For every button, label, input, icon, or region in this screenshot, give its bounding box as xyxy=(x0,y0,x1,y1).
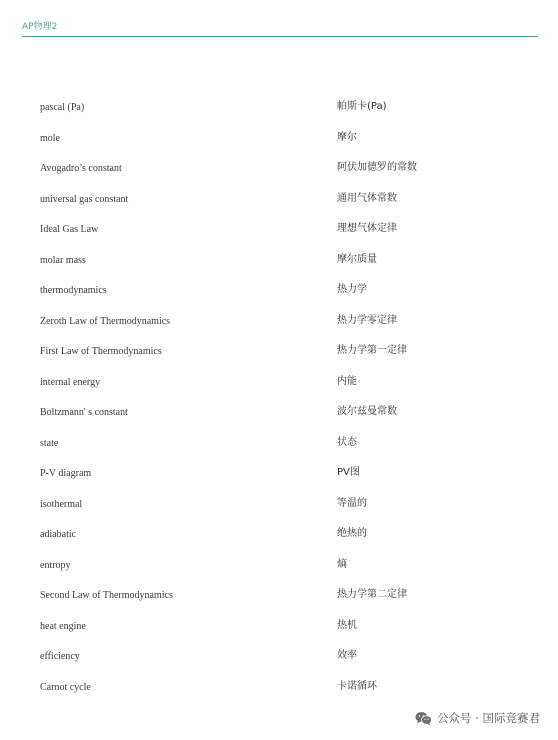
glossary-row xyxy=(0,463,558,494)
glossary-row xyxy=(0,616,558,647)
glossary-term: mole xyxy=(40,132,60,144)
glossary-row xyxy=(0,494,558,525)
wechat-icon xyxy=(415,711,432,726)
glossary-term: internal energy xyxy=(40,376,101,388)
glossary-translation: 绝热的 xyxy=(337,528,367,539)
glossary-translation: 通用气体常数 xyxy=(337,192,397,204)
glossary-term: efficiency xyxy=(40,651,80,662)
glossary-term: isothermal xyxy=(40,498,83,510)
glossary-term: Zeroth Law of Thermodynamics xyxy=(40,315,171,327)
glossary-translation: 波尔兹曼常数 xyxy=(337,406,397,417)
glossary-translation: 热力学零定律 xyxy=(337,314,397,326)
glossary-row xyxy=(0,402,558,433)
glossary-row xyxy=(0,219,558,250)
glossary-translation: 内能 xyxy=(337,375,357,387)
glossary-list xyxy=(0,97,558,707)
glossary-row xyxy=(0,158,558,189)
header-title: AP物理2 xyxy=(22,22,58,32)
glossary-row xyxy=(0,372,558,403)
glossary-row xyxy=(0,646,558,677)
glossary-translation: 理想气体定律 xyxy=(337,223,397,234)
glossary-term: pascal (Pa) xyxy=(40,102,85,113)
glossary-translation: 摩尔 xyxy=(337,131,357,143)
glossary-translation: 热力学 xyxy=(337,284,367,295)
glossary-term: entropy xyxy=(40,559,71,571)
glossary-term: state xyxy=(40,437,59,449)
glossary-term: universal gas constant xyxy=(40,193,129,205)
glossary-term: thermodynamics xyxy=(40,285,107,296)
glossary-row xyxy=(0,128,558,159)
glossary-translation: 热力学第二定律 xyxy=(337,589,407,600)
glossary-term: Boltzmann' s constant xyxy=(40,407,128,418)
glossary-translation: 等温的 xyxy=(337,497,367,509)
glossary-term: Carnot cycle xyxy=(40,681,91,693)
glossary-term: heat engine xyxy=(40,620,86,632)
glossary-term: Second Law of Thermodynamics xyxy=(40,590,173,601)
watermark-text: 公众号 · 国际竞赛君 xyxy=(437,711,540,725)
glossary-row xyxy=(0,311,558,342)
watermark xyxy=(415,710,540,726)
glossary-term: molar mass xyxy=(40,254,86,266)
glossary-translation: 卡诺循环 xyxy=(337,680,377,692)
glossary-row xyxy=(0,524,558,555)
glossary-term: Avogadro’s constant xyxy=(40,163,122,174)
page-header xyxy=(22,20,538,37)
glossary-translation: 阿伏加德罗的常数 xyxy=(337,162,417,173)
glossary-term: Ideal Gas Law xyxy=(40,224,99,235)
glossary-translation: 效率 xyxy=(337,650,357,661)
glossary-translation: 状态 xyxy=(337,436,357,448)
glossary-row xyxy=(0,677,558,708)
glossary-row xyxy=(0,189,558,220)
glossary-translation: 热力学第一定律 xyxy=(337,345,407,356)
glossary-term: adiabatic xyxy=(40,529,77,540)
glossary-term: First Law of Thermodynamics xyxy=(40,346,162,357)
glossary-row xyxy=(0,433,558,464)
glossary-term: P-V diagram xyxy=(40,468,92,479)
glossary-row xyxy=(0,341,558,372)
glossary-translation: 摩尔质量 xyxy=(337,253,377,265)
glossary-row xyxy=(0,250,558,281)
glossary-row xyxy=(0,280,558,311)
glossary-translation: 帕斯卡(Pa) xyxy=(337,101,387,112)
glossary-translation: 熵 xyxy=(337,558,347,570)
glossary-translation: 热机 xyxy=(337,619,357,631)
glossary-translation: PV图 xyxy=(337,467,360,478)
glossary-row xyxy=(0,555,558,586)
glossary-row xyxy=(0,97,558,128)
glossary-row xyxy=(0,585,558,616)
